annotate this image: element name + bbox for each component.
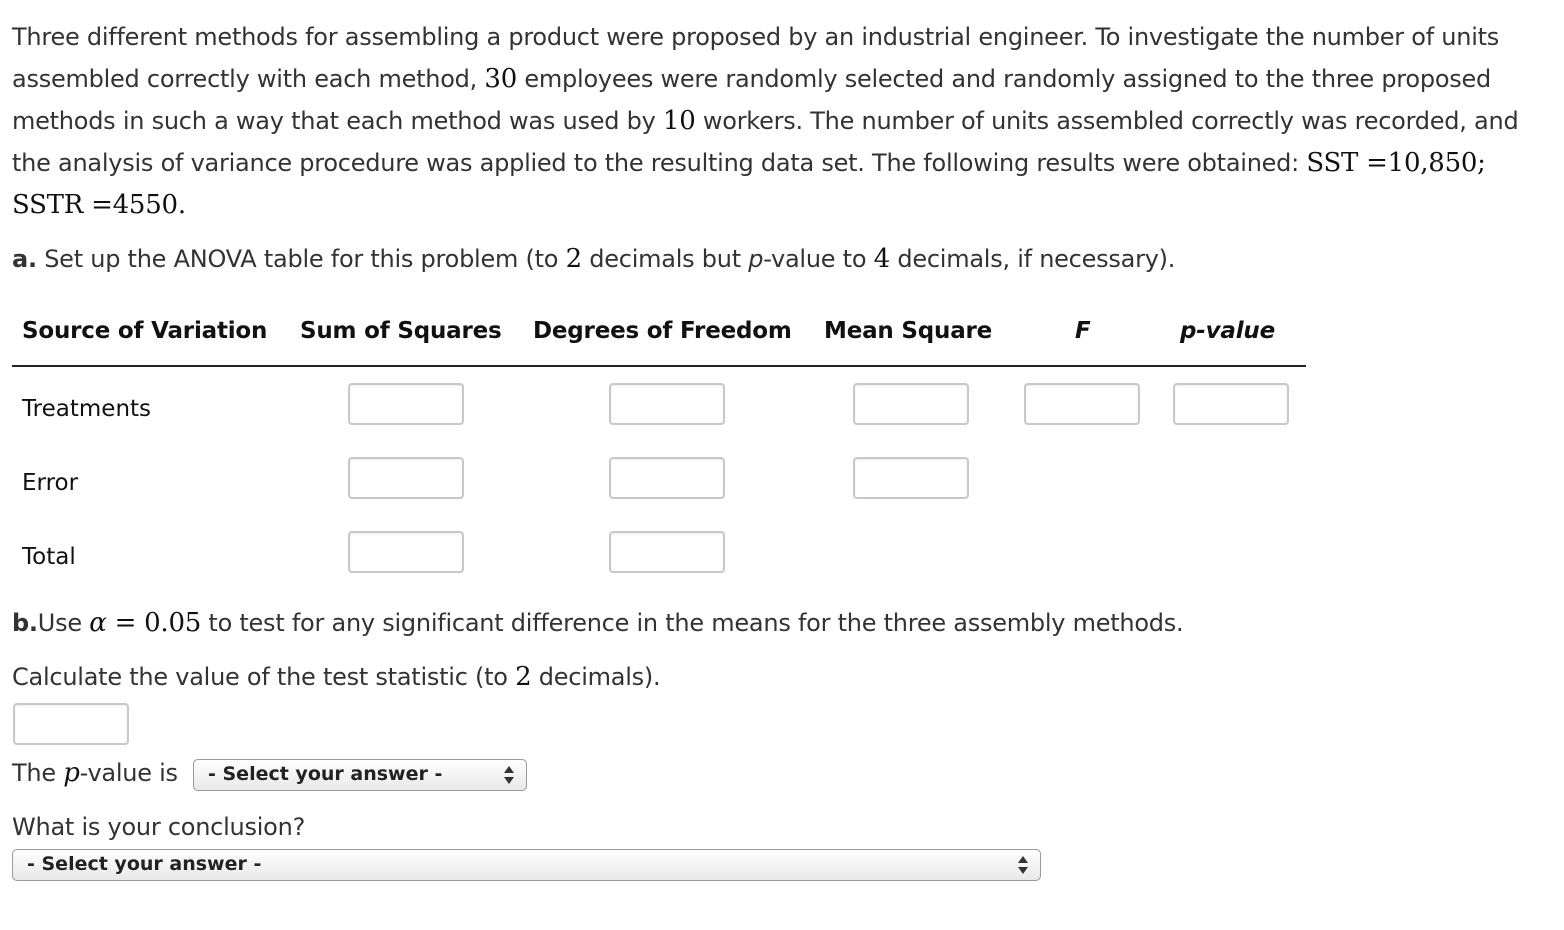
pvalue-text-1: The [12,759,64,787]
p-decimals-count: 4 [873,244,890,274]
calc-text-1: Calculate the value of the test statistic (to [12,663,516,691]
treatments-f-input[interactable] [1024,383,1140,425]
calc-decimals: 2 [515,662,532,692]
p-letter: p [748,245,764,273]
error-ss-input[interactable] [348,457,464,499]
period: . [177,190,186,220]
conclusion-question: What is your conclusion? [12,813,306,841]
calc-text-2: decimals). [531,663,661,691]
header-p-value: p-value [1180,318,1275,344]
test-statistic-prompt [12,656,1560,698]
part-b-text-1: Use [37,609,90,637]
treatments-p-value-input[interactable] [1173,383,1289,425]
problem-text-1: Three different methods for assembling a product were proposed by an industrial engineer. To investigate the number of units assembled correctly with each method, [12,23,1500,93]
decimals-count: 2 [565,244,582,274]
part-a-text-4: decimals, if necessary). [889,245,1176,273]
header-sum-of-squares: Sum of Squares [300,318,502,344]
treatments-ss-input[interactable] [348,383,464,425]
p-value-select[interactable] [193,759,527,791]
conclusion-select[interactable] [12,849,1041,881]
treatments-ms-input[interactable] [853,383,969,425]
part-b-instructions [12,602,1560,644]
header-source-of-variation: Source of Variation [22,318,268,344]
row-label-treatments: Treatments [22,396,152,422]
p-value-prompt [12,752,178,794]
sst-value: SST =10,850 [1306,148,1478,178]
row-label-total: Total [22,544,76,570]
part-a-label: a. [12,245,37,273]
row-label-error: Error [22,470,79,496]
pvalue-text-2: -value is [79,759,178,787]
part-b-label: b. [12,609,38,637]
part-a-text-2: decimals but [581,245,749,273]
error-ms-input[interactable] [853,457,969,499]
workers-count: 10 [662,106,696,136]
problem-text-3: workers. The number of units assembled correctly was recorded, and the analysis of variance procedure was applied to the resulting data set. The following results were obtained: [12,107,1519,177]
header-degrees-of-freedom: Degrees of Freedom [533,318,792,344]
separator: ; [1477,148,1486,178]
part-a-text-3: -value to [763,245,874,273]
p-value-select-label: - Select your answer - [208,763,443,785]
header-f: F [1075,318,1091,344]
test-statistic-input[interactable] [13,703,129,745]
alpha-symbol: α = [89,608,145,638]
problem-text-2: employees were randomly selected and randomly assigned to the three proposed methods in such a way that each method was used by [12,65,1491,135]
total-ss-input[interactable] [348,531,464,573]
part-a-text-1: Set up the ANOVA table for this problem (to [36,245,566,273]
table-header-divider [12,365,1306,367]
pvalue-p-letter: p [63,758,80,788]
problem-statement [12,16,1560,226]
error-df-input[interactable] [609,457,725,499]
part-b-text-2: to test for any significant difference in the means for the three assembly methods. [201,609,1184,637]
select-arrows-icon [1018,856,1028,874]
sstr-value: SSTR =4550 [12,190,178,220]
select-arrows-icon [504,766,514,784]
total-df-input[interactable] [609,531,725,573]
alpha-value: 0.05 [144,608,202,638]
part-a-instructions [12,238,1560,280]
header-mean-square: Mean Square [824,318,993,344]
treatments-df-input[interactable] [609,383,725,425]
conclusion-select-label: - Select your answer - [27,853,262,875]
employees-count: 30 [484,64,518,94]
